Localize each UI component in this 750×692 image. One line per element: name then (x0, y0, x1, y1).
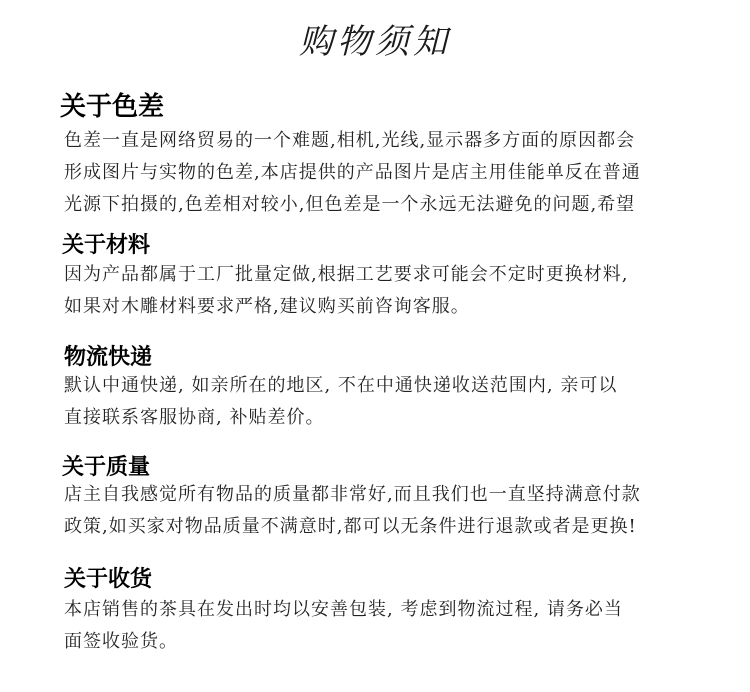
body-line: 面签收验货。 (64, 631, 178, 652)
section-heading-shipping: 物流快递 (64, 345, 153, 370)
section-heading-quality: 关于质量 (62, 455, 151, 480)
section-body-materials (64, 259, 704, 323)
section-body-receiving (64, 594, 704, 658)
section-body-quality (64, 479, 704, 543)
body-line: 色差一直是网络贸易的一个难题,相机,光线,显示器多方面的原因都会 (64, 130, 636, 151)
section-heading-receiving: 关于收货 (64, 567, 153, 592)
body-line: 光源下拍摄的,色差相对较小,但色差是一个永远无法避免的问题,希望 (64, 194, 636, 215)
body-line: 政策,如买家对物品质量不满意时,都可以无条件进行退款或者是更换! (64, 516, 637, 537)
section-heading-color-difference: 关于色差 (60, 92, 165, 122)
page-title: 购物须知 (299, 22, 451, 62)
body-line: 店主自我感觉所有物品的质量都非常好,而且我们也一直坚持满意付款 (64, 484, 641, 505)
body-line: 因为产品都属于工厂批量定做,根据工艺要求可能会不定时更换材料, (64, 264, 629, 285)
section-body-shipping (64, 370, 704, 434)
section-body-color-difference (64, 125, 704, 221)
body-line: 形成图片与实物的色差,本店提供的产品图片是店主用佳能单反在普通 (64, 162, 641, 183)
body-line: 本店销售的茶具在发出时均以安善包装, 考虑到物流过程, 请务必当 (64, 599, 623, 620)
body-line: 直接联系客服协商, 补贴差价。 (64, 407, 325, 428)
body-line: 默认中通快递, 如亲所在的地区, 不在中通快递收送范围内, 亲可以 (64, 375, 618, 396)
body-line: 如果对木雕材料要求严格,建议购买前咨询客服。 (64, 296, 470, 317)
section-heading-materials: 关于材料 (62, 233, 151, 258)
